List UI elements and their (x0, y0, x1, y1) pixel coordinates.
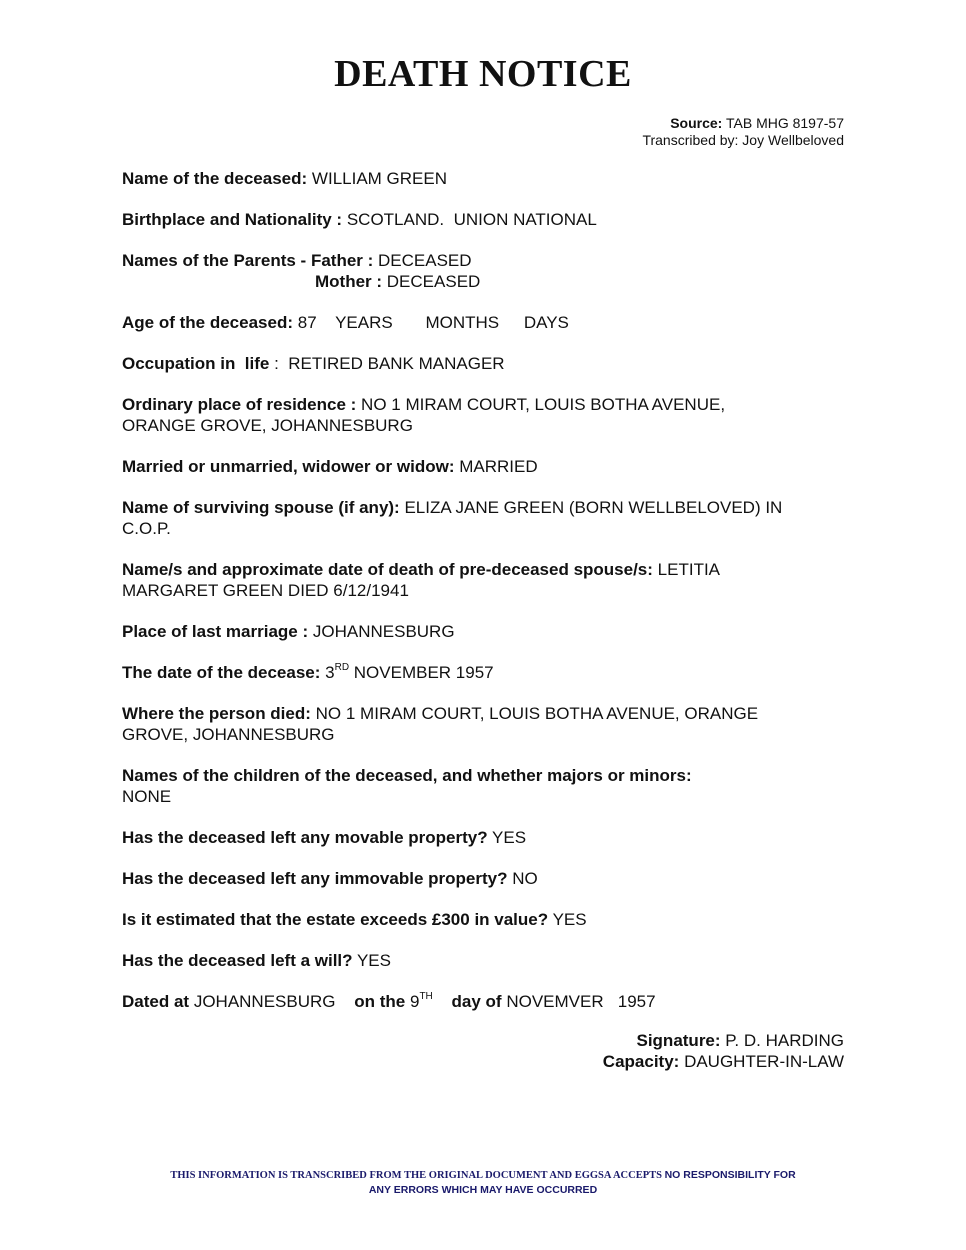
dated-day-suffix: TH (419, 991, 433, 1002)
field-decease-date (122, 662, 844, 683)
marriage-place-value: JOHANNESBURG (312, 622, 455, 641)
age-years-unit: YEARS (335, 313, 393, 332)
residence-value: NO 1 MIRAM COURT, LOUIS BOTHA AVENUE, (361, 395, 726, 414)
marriage-place-label: Place of last marriage : (122, 622, 309, 641)
will-value: YES (356, 951, 391, 970)
immovable-value: NO (512, 869, 538, 888)
capacity-label: Capacity: (602, 1052, 680, 1071)
death-place-value: NO 1 MIRAM COURT, LOUIS BOTHA AVENUE, ORANGE (315, 704, 759, 723)
page-title: DEATH NOTICE (334, 53, 632, 95)
age-days-unit: DAYS (523, 313, 569, 332)
movable-value: YES (492, 828, 527, 847)
father-value: DECEASED (378, 251, 472, 270)
disclaimer-line1 (0, 1168, 966, 1183)
field-occupation (122, 353, 844, 374)
marital-value: MARRIED (459, 457, 538, 476)
spouse-value: ELIZA JANE GREEN (BORN WELLBELOVED) IN (404, 498, 783, 517)
mother-value: DECEASED (386, 272, 481, 291)
disclaimer-footer (0, 1168, 966, 1197)
field-death-place (122, 703, 844, 745)
residence-label: Ordinary place of residence : (122, 395, 357, 414)
source-line (642, 115, 844, 132)
age-years-value: 87 (297, 313, 317, 332)
field-spouse (122, 497, 844, 539)
field-marital (122, 456, 844, 477)
name-label: Name of the deceased: (122, 169, 308, 188)
field-dated (122, 991, 844, 1012)
disclaimer-line2: ANY ERRORS WHICH MAY HAVE OCCURRED (368, 1184, 598, 1196)
source-value: TAB MHG 8197-57 (725, 115, 844, 131)
name-value: WILLIAM GREEN (311, 169, 448, 188)
children-value: NONE (122, 787, 172, 806)
predeceased-value-line2: MARGARET GREEN DIED 6/12/1941 (122, 581, 409, 600)
field-name (122, 168, 844, 189)
spouse-label: Name of surviving spouse (if any): (122, 498, 400, 517)
source-label: Source: (670, 115, 723, 131)
predeceased-value: LETITIA (657, 560, 721, 579)
marital-label: Married or unmarried, widower or widow: (122, 457, 455, 476)
will-label: Has the deceased left a will? (122, 951, 353, 970)
estate-value: YES (552, 910, 587, 929)
decease-date-label: The date of the decease: (122, 663, 321, 682)
capacity-value: DAUGHTER-IN-LAW (684, 1052, 844, 1071)
mother-label: Mother : (315, 272, 383, 291)
capacity-line (603, 1051, 844, 1072)
movable-label: Has the deceased left any movable property? (122, 828, 488, 847)
dated-day-of: day of (451, 992, 502, 1011)
spouse-value-line2: C.O.P. (122, 519, 171, 538)
dated-place: JOHANNESBURG (193, 992, 336, 1011)
signature-block (603, 1030, 844, 1072)
death-place-label: Where the person died: (122, 704, 311, 723)
occupation-label: Occupation in life (122, 354, 270, 373)
field-immovable (122, 868, 844, 889)
death-place-value-line2: GROVE, JOHANNESBURG (122, 725, 335, 744)
age-months-unit: MONTHS (425, 313, 500, 332)
field-estate (122, 909, 844, 930)
decease-date-rest: NOVEMBER 1957 (353, 663, 494, 682)
decease-date-day: 3 (325, 663, 335, 682)
field-age (122, 312, 844, 333)
disclaimer-line1-serif: THIS INFORMATION IS TRANSCRIBED FROM THE ORIGINAL DOCUMENT AND EGGSA ACCEPTS (170, 1170, 662, 1181)
residence-value-line2: ORANGE GROVE, JOHANNESBURG (122, 416, 413, 435)
field-parents (122, 250, 844, 292)
occupation-value: : RETIRED BANK MANAGER (274, 354, 505, 373)
birthplace-value: SCOTLAND. UNION NATIONAL (346, 210, 597, 229)
disclaimer-line1-sans: NO RESPONSIBILITY FOR (664, 1169, 796, 1181)
signature-value: P. D. HARDING (725, 1031, 844, 1050)
immovable-label: Has the deceased left any immovable property? (122, 869, 508, 888)
signature-line (603, 1030, 844, 1051)
field-predeceased (122, 559, 844, 601)
father-label: Names of the Parents - Father : (122, 251, 374, 270)
dated-label: Dated at (122, 992, 190, 1011)
signature-label: Signature: (636, 1031, 721, 1050)
age-label: Age of the deceased: (122, 313, 293, 332)
source-block (642, 115, 844, 149)
estate-label: Is it estimated that the estate exceeds £300 in value? (122, 910, 549, 929)
field-will (122, 950, 844, 971)
birthplace-label: Birthplace and Nationality : (122, 210, 343, 229)
children-label: Names of the children of the deceased, and whether majors or minors: (122, 766, 692, 785)
notice-fields (122, 168, 844, 1032)
field-children (122, 765, 844, 807)
field-birthplace (122, 209, 844, 230)
dated-month-year: NOVEMVER 1957 (506, 992, 656, 1011)
field-movable (122, 827, 844, 848)
field-marriage-place (122, 621, 844, 642)
dated-day: 9 (409, 992, 420, 1011)
field-residence (122, 394, 844, 436)
predeceased-label: Name/s and approximate date of death of pre-deceased spouse/s: (122, 560, 653, 579)
dated-on-the: on the (354, 992, 406, 1011)
transcribed-by: Transcribed by: Joy Wellbeloved (642, 132, 844, 148)
decease-date-day-suffix: RD (334, 662, 350, 673)
